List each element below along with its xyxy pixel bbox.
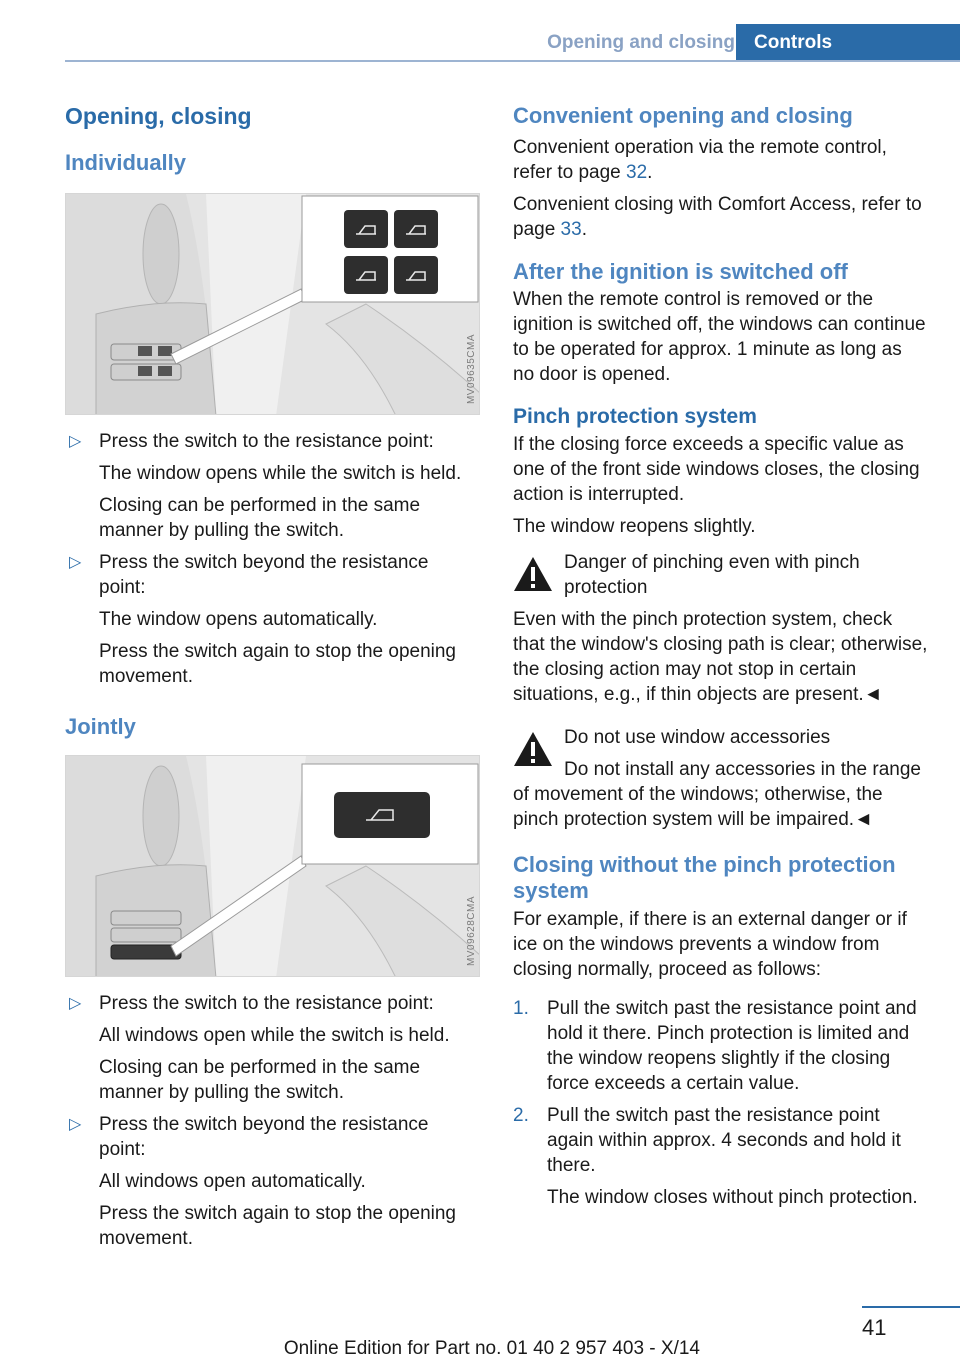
paragraph-pinch-1: If the closing force exceeds a specific value as one of the front side windows closes, the closing action is interrupted. bbox=[513, 434, 920, 505]
paragraph-text: Convenient closing with Comfort Access, refer to page bbox=[513, 194, 922, 240]
left-column bbox=[65, 100, 480, 1251]
period: . bbox=[581, 219, 587, 240]
header-section-title: Opening and closing bbox=[547, 32, 735, 53]
header-chapter-tab: Controls bbox=[736, 24, 960, 62]
page-number: 41 bbox=[862, 1315, 887, 1340]
triangle-bullet-icon: ▷ bbox=[69, 1116, 82, 1133]
subheading-individually: Individually bbox=[65, 150, 187, 175]
warning-accessories bbox=[513, 725, 928, 832]
warning-text: Do not install any accessories in the range of movement of the windows; otherwise, the pinch protection system will be impaired.◄ bbox=[513, 759, 921, 830]
warning-text: Even with the pinch protection system, check that the window's closing path is clear; otherwise, the closing action may not stop in certain situations, e.g., if thin objects are present.◄ bbox=[513, 609, 928, 705]
paragraph-pinch-2: The window reopens slightly. bbox=[513, 516, 756, 537]
heading-convenient-opening: Convenient opening and closing bbox=[513, 103, 853, 128]
page-link-33[interactable]: 33 bbox=[560, 219, 582, 240]
figure-code: MV09635CMA bbox=[466, 333, 477, 404]
list-item-text: Pull the switch past the resistance point again within approx. 4 seconds and hold it there. bbox=[547, 1105, 901, 1176]
warning-triangle-icon bbox=[513, 556, 553, 592]
triangle-bullet-icon: ▷ bbox=[69, 995, 82, 1012]
paragraph-text: Convenient operation via the remote control, refer to page bbox=[513, 137, 887, 183]
list-item-text: The window closes without pinch protection. bbox=[547, 1187, 918, 1208]
footer-edition-text: Online Edition for Part no. 01 40 2 957 403 - X/14 bbox=[283, 1338, 700, 1359]
numbered-steps bbox=[513, 996, 928, 1210]
list-item-text: Press the switch again to stop the opening movement. bbox=[99, 641, 457, 687]
list-item-text: Press the switch to the resistance point: bbox=[99, 993, 434, 1014]
bullet-list-individually bbox=[65, 429, 480, 689]
heading-closing-without-pinch: Closing without the pinch protection system bbox=[513, 852, 896, 903]
list-item-text: Press the switch to the resistance point: bbox=[99, 431, 434, 452]
list-item-text: Closing can be performed in the same manner by pulling the switch. bbox=[99, 1057, 421, 1103]
figure-joint-switch bbox=[65, 755, 480, 977]
list-item bbox=[65, 429, 480, 543]
page-header bbox=[0, 24, 960, 62]
paragraph-without-intro: For example, if there is an external danger or if ice on the windows prevents a window from closing normally, proceed as follows: bbox=[513, 909, 907, 980]
section-title-opening-closing: Opening, closing bbox=[65, 103, 252, 129]
step-number: 1. bbox=[513, 998, 529, 1019]
list-item bbox=[65, 1112, 480, 1251]
heading-after-ignition: After the ignition is switched off bbox=[513, 259, 848, 284]
subheading-jointly: Jointly bbox=[65, 714, 136, 739]
list-item bbox=[513, 996, 928, 1096]
warning-title: Danger of pinching even with pinch protection bbox=[564, 552, 860, 598]
warning-pinching bbox=[513, 550, 928, 707]
door-panel-illustration bbox=[66, 194, 480, 415]
right-column bbox=[513, 100, 928, 1210]
heading-pinch-protection: Pinch protection system bbox=[513, 405, 757, 428]
period: . bbox=[647, 162, 653, 183]
page-link-32[interactable]: 32 bbox=[626, 162, 648, 183]
triangle-bullet-icon: ▷ bbox=[69, 554, 82, 571]
paragraph-remote-control bbox=[513, 135, 928, 185]
list-item bbox=[65, 550, 480, 689]
list-item-text: Pull the switch past the resistance point and hold it there. Pinch protection is limited and the window reopens slightly if the closing force exceeds a certain value. bbox=[547, 998, 917, 1094]
door-panel-illustration bbox=[66, 756, 480, 977]
header-rule bbox=[65, 60, 960, 62]
list-item-text: The window opens automatically. bbox=[99, 609, 378, 630]
list-item-text: Press the switch again to stop the opening movement. bbox=[99, 1203, 457, 1249]
footer-rule bbox=[862, 1306, 960, 1308]
warning-triangle-icon bbox=[513, 731, 553, 767]
figure-code: MV09628CMA bbox=[466, 895, 477, 966]
bullet-list-jointly bbox=[65, 991, 480, 1251]
list-item-text: Closing can be performed in the same manner by pulling the switch. bbox=[99, 495, 421, 541]
list-item-text: The window opens while the switch is held. bbox=[99, 463, 462, 484]
list-item bbox=[65, 991, 480, 1105]
triangle-bullet-icon: ▷ bbox=[69, 433, 82, 450]
warning-title: Do not use window accessories bbox=[564, 727, 831, 748]
paragraph-after-ignition: When the remote control is removed or the ignition is switched off, the windows can continue to be operated for approx. 1 minute as long as no door is opened. bbox=[513, 289, 926, 385]
list-item-text: Press the switch beyond the resistance point: bbox=[99, 552, 429, 598]
list-item-text: Press the switch beyond the resistance point: bbox=[99, 1114, 429, 1160]
list-item-text: All windows open automatically. bbox=[99, 1171, 366, 1192]
step-number: 2. bbox=[513, 1105, 529, 1126]
figure-individual-switches bbox=[65, 193, 480, 415]
paragraph-comfort-access bbox=[513, 192, 928, 242]
list-item bbox=[513, 1103, 928, 1210]
list-item-text: All windows open while the switch is held. bbox=[99, 1025, 450, 1046]
